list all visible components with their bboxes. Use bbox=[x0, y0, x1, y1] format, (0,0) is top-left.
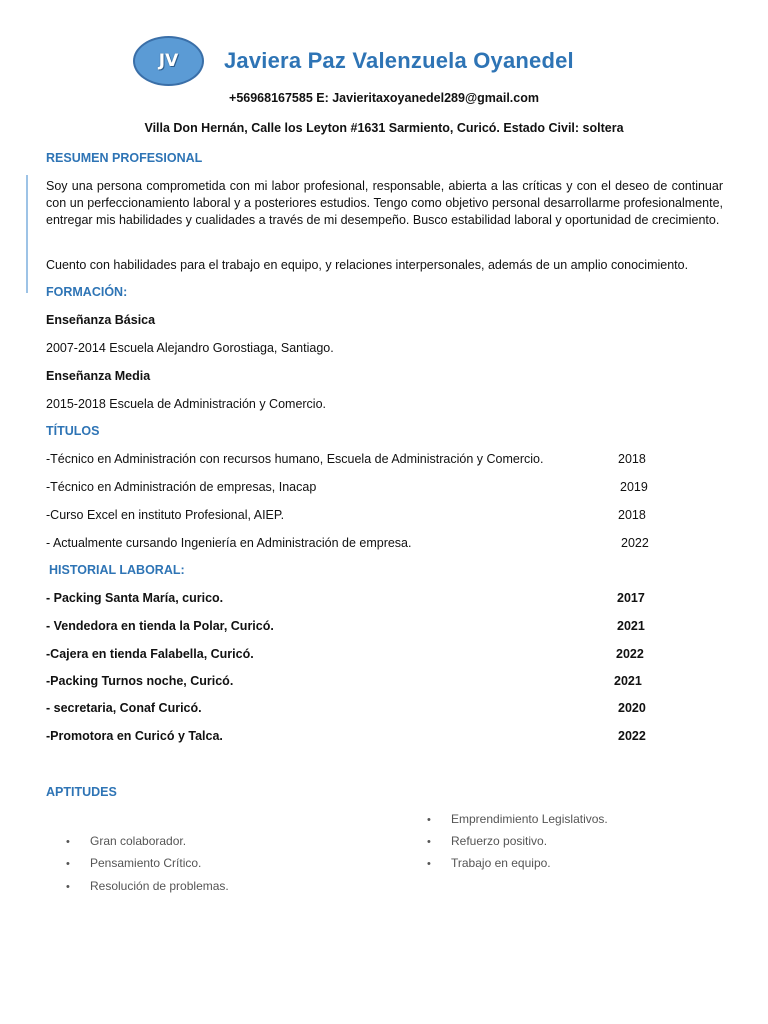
initials-badge bbox=[133, 36, 204, 86]
historial-year: 2017 bbox=[617, 591, 645, 605]
titulo-item: - Actualmente cursando Ingeniería en Administración de empresa. bbox=[46, 536, 412, 550]
formacion-media-detail: 2015-2018 Escuela de Administración y Comercio. bbox=[46, 397, 327, 411]
historial-year: 2022 bbox=[616, 647, 644, 661]
formacion-basica-detail: 2007-2014 Escuela Alejandro Gorostiaga, Santiago. bbox=[46, 341, 334, 355]
historial-item: -Cajera en tienda Falabella, Curicó. bbox=[46, 647, 254, 661]
titulo-item: -Técnico en Administración de empresas, Inacap bbox=[46, 480, 317, 494]
resumen-paragraph-2: Cuento con habilidades para el trabajo en equipo, y relaciones interpersonales, además de un amplio conocimiento. bbox=[46, 258, 689, 272]
historial-item: - Packing Santa María, curico. bbox=[46, 591, 224, 605]
bullet-icon: • bbox=[427, 858, 431, 870]
section-title-historial: HISTORIAL LABORAL: bbox=[49, 563, 185, 577]
candidate-name: Javiera Paz Valenzuela Oyanedel bbox=[224, 48, 574, 73]
formacion-media-label: Enseñanza Media bbox=[46, 369, 151, 383]
initials-text: JV bbox=[158, 51, 179, 71]
section-title-formacion: FORMACIÓN: bbox=[46, 285, 128, 299]
titulo-year: 2018 bbox=[618, 452, 646, 466]
aptitud-item: • Emprendimiento Legislativos. bbox=[427, 812, 608, 826]
section-title-titulos: TÍTULOS bbox=[46, 424, 100, 438]
historial-item: - Vendedora en tienda la Polar, Curicó. bbox=[46, 619, 274, 633]
formacion-basica-label: Enseñanza Básica bbox=[46, 313, 156, 327]
titulo-year: 2018 bbox=[618, 508, 646, 522]
bullet-icon: • bbox=[66, 858, 70, 870]
historial-item: -Packing Turnos noche, Curicó. bbox=[46, 674, 234, 688]
historial-year: 2021 bbox=[614, 674, 642, 688]
bullet-icon: • bbox=[66, 881, 70, 893]
titulo-item: -Técnico en Administración con recursos humano, Escuela de Administración y Comercio. bbox=[46, 452, 544, 466]
historial-year: 2021 bbox=[617, 619, 645, 633]
aptitud-item: • Resolución de problemas. bbox=[66, 879, 229, 893]
section-title-resumen: RESUMEN PROFESIONAL bbox=[46, 151, 203, 165]
historial-year: 2022 bbox=[618, 729, 646, 743]
historial-year: 2020 bbox=[618, 701, 646, 715]
margin-rule bbox=[26, 175, 28, 293]
address-info: Villa Don Hernán, Calle los Leyton #1631 Sarmiento, Curicó. Estado Civil: soltera bbox=[144, 121, 624, 135]
titulo-year: 2019 bbox=[620, 480, 648, 494]
aptitud-item: • Trabajo en equipo. bbox=[427, 856, 551, 870]
titulo-year: 2022 bbox=[621, 536, 649, 550]
section-title-aptitudes: APTITUDES bbox=[46, 785, 117, 799]
titulo-item: -Curso Excel en instituto Profesional, AIEP. bbox=[46, 508, 285, 522]
historial-item: - secretaria, Conaf Curicó. bbox=[46, 701, 202, 715]
contact-info: +56968167585 E: Javieritaxoyanedel289@gmail.com bbox=[229, 91, 539, 105]
resumen-paragraph-1: Soy una persona comprometida con mi labor profesional, responsable, abierta a las críticas y con el deseo de continuar con un perfeccionamiento laboral y a posteriores estudios. Tengo como objetivo personal desarrollarme profesionalmente, entregar mis habilidades y cualidades a través de mi desempeño. Busco estabilidad laboral y oportunidad de crecimiento. bbox=[46, 179, 723, 228]
aptitud-item: • Pensamiento Crítico. bbox=[66, 856, 202, 870]
aptitud-item: • Gran colaborador. bbox=[66, 834, 187, 848]
aptitud-item: • Refuerzo positivo. bbox=[427, 834, 548, 848]
bullet-icon: • bbox=[66, 836, 70, 848]
bullet-icon: • bbox=[427, 814, 431, 826]
bullet-icon: • bbox=[427, 836, 431, 848]
historial-item: -Promotora en Curicó y Talca. bbox=[46, 729, 223, 743]
